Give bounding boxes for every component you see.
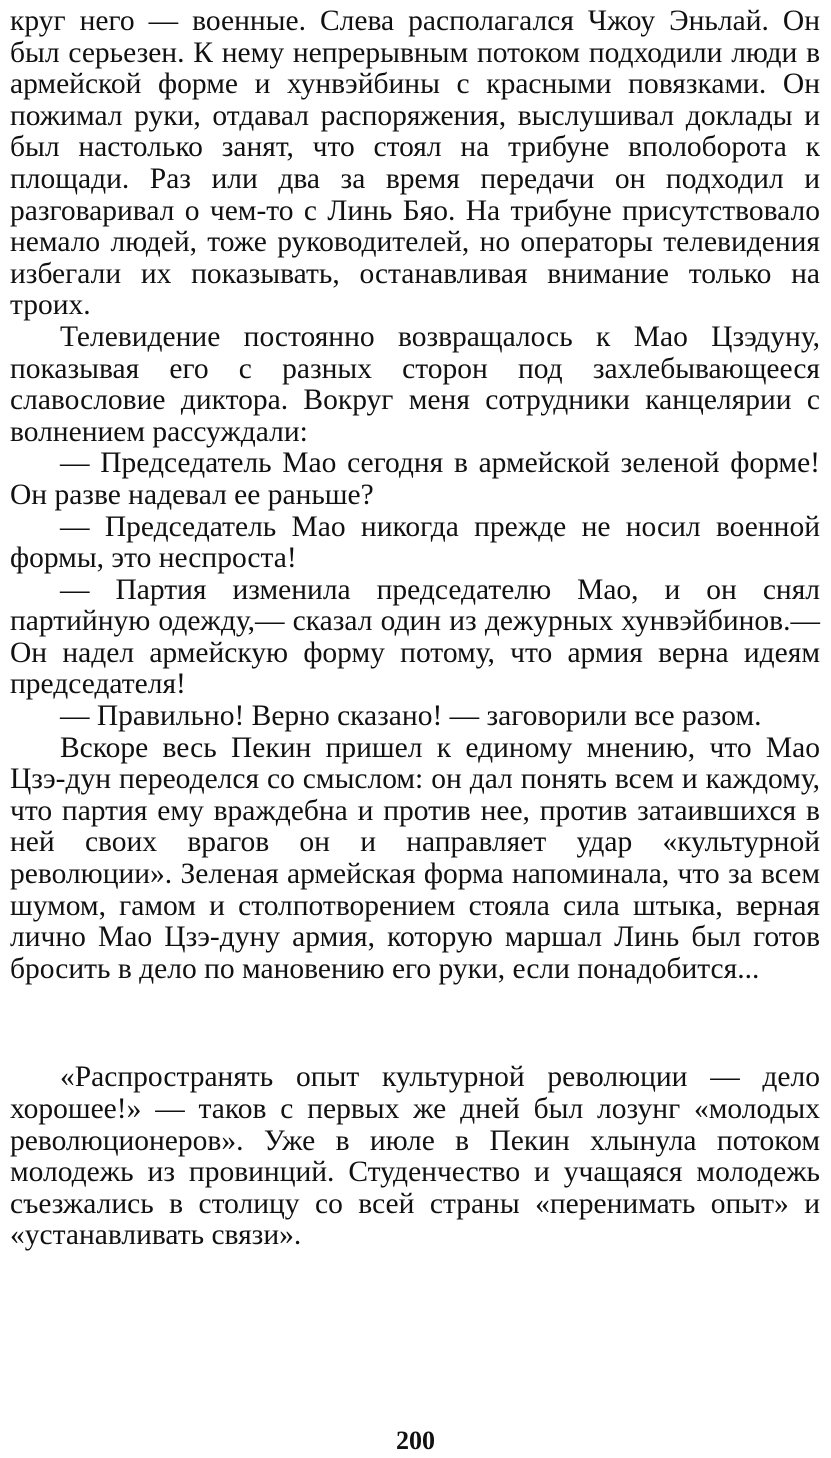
- paragraph-spread-experience: «Распространять опыт культурной революции — дело хорошее!» — таков с первых же дней был лозунг «молодых революционеров». Уже в июле в Пекин хлынула потоком молодежь из провинций. Студенчество и учащаяся молодежь съезжались в столицу со всей страны «перенимать опыт» и «устанавливать связи».: [10, 1061, 820, 1252]
- paragraph-television: Телевидение постоянно возвращалось к Мао Цзэдуну, показывая его с разных сторон под захлебывающееся славословие диктора. Вокруг меня сотрудники канцелярии с волнением рассуждали:: [10, 320, 820, 448]
- dialogue-line-correct: — Правильно! Верно сказано! — заговорили все разом.: [60, 700, 762, 733]
- section-break: [10, 985, 820, 1062]
- dialogue-line-green-uniform: — Председатель Мао сегодня в армейской зеленой форме! Он разве надевал ее раньше?: [10, 447, 820, 511]
- paragraph-beijing-opinion: Вскоре весь Пекин пришел к единому мнению, что Мао Цзэ-дун переоделся со смыслом: он дал понять всем и каждому, что партия ему враждебна и против нее, против затаившихся в ней своих врагов он и направляет удар «культурной революции». Зеленая армейская форма напоминала, что за всем шумом, гамом и столпотворением стояла сила штыка, верная лично Мао Цзэ-дуну армия, которую маршал Линь был готов бросить в дело по мановению его руки, если понадобится...: [10, 731, 820, 985]
- dialogue-line-never-wore: — Председатель Мао никогда прежде не носил военной формы, это неспроста!: [10, 510, 820, 575]
- dialogue-line-party-betrayed: — Партия изменила председателю Мао, и он снял партийную одежду,— сказал один из дежурных хунвэйбинов.— Он надел армейскую форму потому, что армия верна идеям председателя!: [10, 573, 820, 701]
- document-page: [10, 6, 820, 1252]
- page-number: 200: [396, 1426, 435, 1455]
- paragraph-chou-enlai: круг него — военные. Слева располагался Чжоу Эньлай. Он был серьезен. К нему непрерывным потоком подходили люди в армейской форме и хунвэйбины с красными повязками. Он пожимал руки, отдавал распоряжения, выслушивал доклады и был настолько занят, что стоял на трибуне вполоборота к площади. Раз или два за время передачи он подходил и разговаривал о чем-то с Линь Бяо. На трибуне присутствовало немало людей, тоже руководителей, но операторы телевидения избегали их показывать, останавливая внимание только на троих.: [10, 5, 820, 322]
